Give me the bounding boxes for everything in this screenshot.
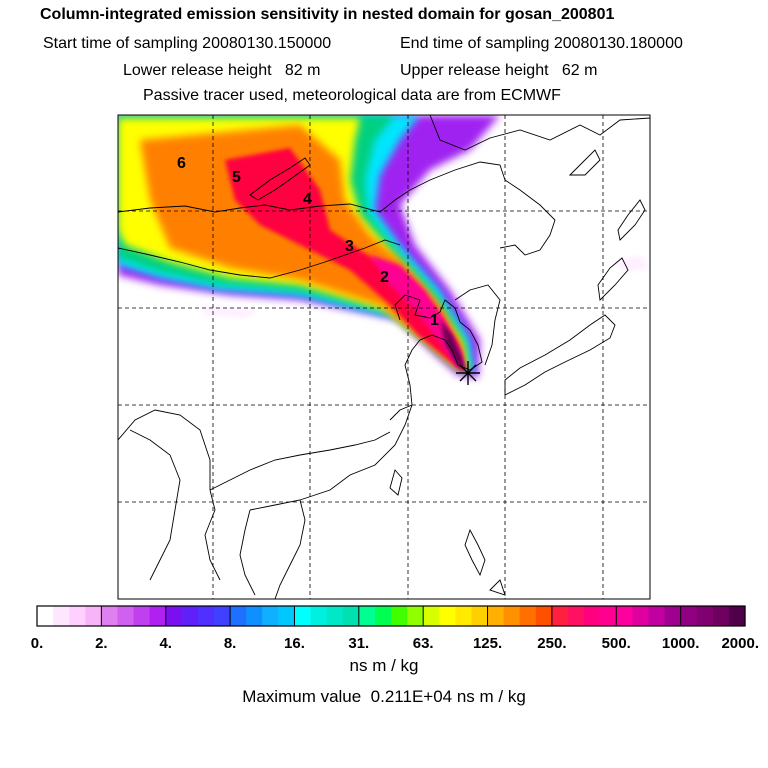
max-value-text: Maximum value 0.211E+04 ns m / kg bbox=[242, 687, 526, 706]
colorbar-cell bbox=[423, 606, 440, 626]
colorbar-cell bbox=[681, 606, 698, 626]
colorbar-cell bbox=[311, 606, 328, 626]
colorbar-cell bbox=[729, 606, 746, 626]
colorbar-cell bbox=[648, 606, 665, 626]
colorbar-units: ns m / kg bbox=[349, 656, 419, 675]
colorbar-cell bbox=[632, 606, 649, 626]
colorbar-cell bbox=[697, 606, 714, 626]
colorbar-cell bbox=[278, 606, 295, 626]
colorbar-tick-label: 500. bbox=[601, 635, 631, 652]
colorbar-cell bbox=[455, 606, 472, 626]
lower-release-text: Lower release height 82 m bbox=[123, 62, 321, 79]
colorbar-tick-label: 8. bbox=[223, 635, 237, 652]
colorbar-tick-label: 16. bbox=[284, 635, 305, 652]
colorbar-cells bbox=[37, 606, 746, 626]
colorbar-cell bbox=[552, 606, 569, 626]
colorbar-cell bbox=[343, 606, 360, 626]
colorbar-tick-label: 1000. bbox=[661, 635, 700, 652]
region-label-2: 2 bbox=[380, 269, 389, 286]
colorbar-tick-labels bbox=[31, 635, 759, 652]
colorbar-cell bbox=[488, 606, 505, 626]
colorbar-cell bbox=[600, 606, 617, 626]
colorbar-cell bbox=[85, 606, 102, 626]
colorbar-cell bbox=[150, 606, 167, 626]
colorbar-cell bbox=[214, 606, 231, 626]
colorbar-cell bbox=[53, 606, 70, 626]
colorbar-tick-label: 2. bbox=[95, 635, 108, 652]
colorbar-tick-label: 2000. bbox=[721, 635, 759, 652]
end-sampling-text: End time of sampling 20080130.180000 bbox=[400, 35, 683, 52]
colorbar-cell bbox=[439, 606, 456, 626]
start-sampling-text: Start time of sampling 20080130.150000 bbox=[43, 35, 332, 52]
region-label-6: 6 bbox=[177, 155, 186, 172]
colorbar-cell bbox=[166, 606, 183, 626]
colorbar-cell bbox=[37, 606, 54, 626]
region-label-5: 5 bbox=[232, 169, 241, 186]
colorbar-cell bbox=[230, 606, 247, 626]
colorbar-cell bbox=[471, 606, 488, 626]
tracer-note-text: Passive tracer used, meteorological data are from ECMWF bbox=[143, 87, 561, 104]
region-label-3: 3 bbox=[345, 238, 354, 255]
colorbar-cell bbox=[182, 606, 199, 626]
colorbar-cell bbox=[616, 606, 633, 626]
colorbar-cell bbox=[407, 606, 424, 626]
colorbar-cell bbox=[69, 606, 86, 626]
colorbar-tick-label: 4. bbox=[159, 635, 172, 652]
colorbar-cell bbox=[713, 606, 730, 626]
colorbar-cell bbox=[536, 606, 553, 626]
colorbar-cell bbox=[101, 606, 118, 626]
colorbar-cell bbox=[391, 606, 408, 626]
colorbar-cell bbox=[262, 606, 279, 626]
region-label-1: 1 bbox=[430, 312, 439, 329]
colorbar-cell bbox=[584, 606, 601, 626]
colorbar-cell bbox=[134, 606, 151, 626]
colorbar-cell bbox=[246, 606, 263, 626]
region-label-4: 4 bbox=[303, 191, 312, 208]
colorbar-cell bbox=[520, 606, 537, 626]
colorbar-cell bbox=[294, 606, 311, 626]
colorbar-cell bbox=[568, 606, 585, 626]
colorbar-cell bbox=[359, 606, 376, 626]
plot-title: Column-integrated emission sensitivity in nested domain for gosan_200801 bbox=[40, 6, 615, 23]
colorbar-cell bbox=[504, 606, 521, 626]
colorbar-cell bbox=[117, 606, 134, 626]
colorbar-cell bbox=[375, 606, 392, 626]
colorbar-cell bbox=[665, 606, 682, 626]
colorbar-tick-label: 250. bbox=[537, 635, 567, 652]
colorbar-tick-label: 0. bbox=[30, 635, 44, 652]
colorbar-tick-label: 31. bbox=[348, 635, 370, 652]
colorbar-cell bbox=[327, 606, 344, 626]
colorbar-tick-label: 125. bbox=[472, 635, 503, 652]
upper-release-text: Upper release height 62 m bbox=[400, 62, 598, 79]
colorbar-tick-label: 63. bbox=[412, 635, 434, 652]
colorbar-cell bbox=[198, 606, 215, 626]
